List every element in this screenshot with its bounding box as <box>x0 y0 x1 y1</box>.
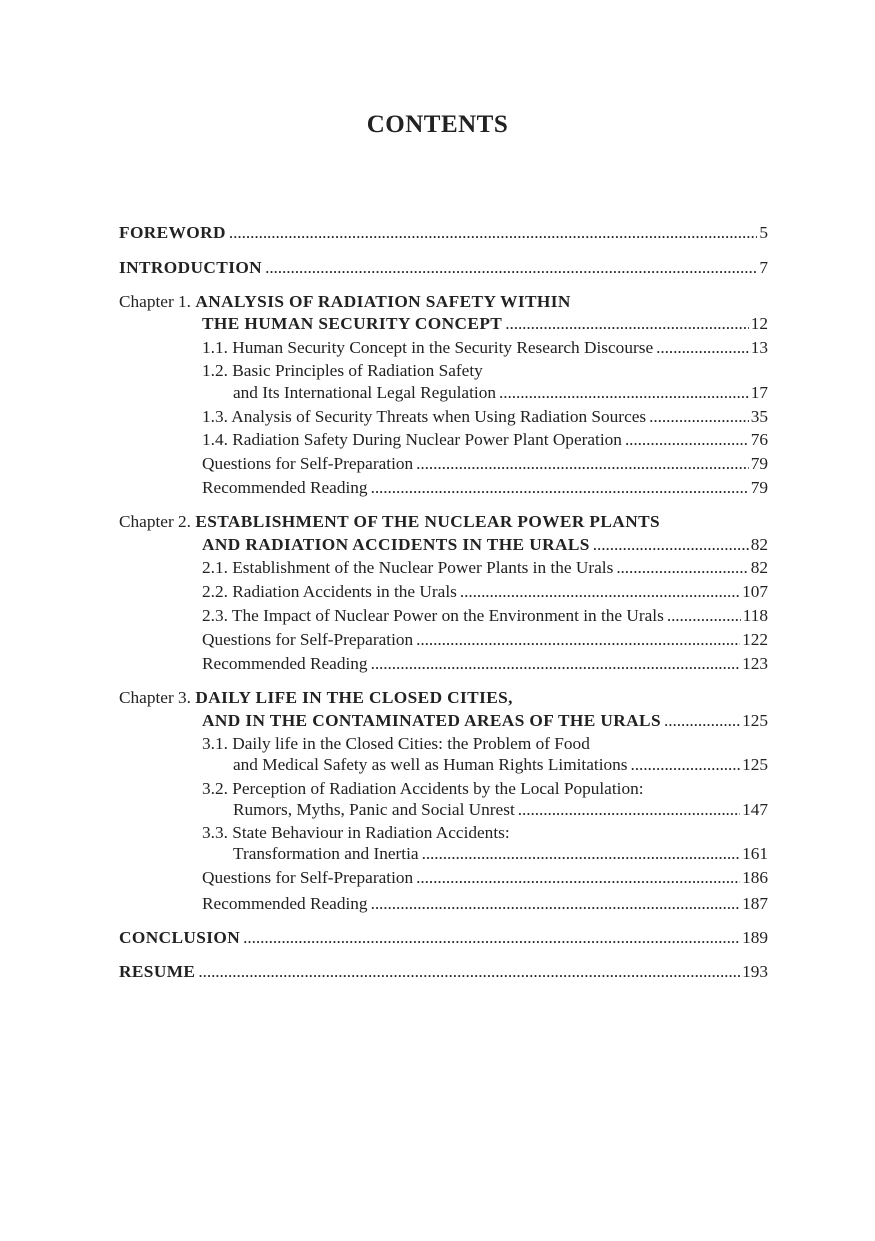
dot-leader <box>371 893 741 915</box>
toc-page-number: 147 <box>742 800 768 819</box>
chapter-3-title-line2[interactable] <box>202 710 768 732</box>
toc-section-1-1[interactable] <box>202 337 768 359</box>
dot-leader <box>416 867 740 889</box>
dot-leader <box>422 843 741 865</box>
section-label: 1.1. Human Security Concept in the Security Research Discourse <box>202 338 654 357</box>
toc-entry-label: INTRODUCTION <box>119 258 263 277</box>
toc-section-2-3[interactable] <box>202 605 768 627</box>
toc-section-1-2[interactable]: 1.2. Basic Principles of Radiation Safety <box>202 361 483 380</box>
toc-section-3-1[interactable]: 3.1. Daily life in the Closed Cities: the Problem of Food <box>202 734 590 753</box>
toc-section-3-1-cont[interactable] <box>233 754 768 776</box>
chapter-title: ESTABLISHMENT OF THE NUCLEAR POWER PLANTS <box>195 512 661 531</box>
chapter-3-heading[interactable] <box>119 687 513 709</box>
section-label: and Medical Safety as well as Human Rights Limitations <box>233 755 628 774</box>
dot-leader <box>460 581 740 603</box>
chapter-1-heading[interactable] <box>119 291 571 313</box>
toc-section-1-2-cont[interactable] <box>233 382 768 404</box>
chapter-prefix: Chapter 2. <box>119 512 191 531</box>
section-label: Rumors, Myths, Panic and Social Unrest <box>233 800 515 819</box>
dot-leader <box>664 710 740 732</box>
toc-entry-foreword[interactable] <box>119 222 768 244</box>
section-label: 2.2. Radiation Accidents in the Urals <box>202 582 457 601</box>
toc-page-number: 79 <box>750 454 768 473</box>
dot-leader <box>416 453 749 475</box>
toc-page-number: 189 <box>742 928 768 947</box>
chapter-title: AND RADIATION ACCIDENTS IN THE URALS <box>202 535 590 554</box>
toc-page-number: 193 <box>742 962 768 981</box>
toc-section-1-4[interactable] <box>202 429 768 451</box>
section-label: Questions for Self-Preparation <box>202 868 414 887</box>
dot-leader <box>505 313 749 335</box>
toc-page-number: 17 <box>750 383 768 402</box>
toc-entry-resume[interactable] <box>119 961 768 983</box>
toc-page-number: 35 <box>750 407 768 426</box>
dot-leader <box>243 927 740 949</box>
toc-questions-ch2[interactable] <box>202 629 768 651</box>
toc-entry-conclusion[interactable] <box>119 927 768 949</box>
toc-entry-label: FOREWORD <box>119 223 226 242</box>
dot-leader <box>616 557 748 579</box>
toc-page-number: 7 <box>759 258 768 277</box>
toc-section-2-1[interactable] <box>202 557 768 579</box>
dot-leader <box>667 605 741 627</box>
chapter-prefix: Chapter 3. <box>119 688 191 707</box>
section-label: Recommended Reading <box>202 478 368 497</box>
dot-leader <box>631 754 741 776</box>
toc-questions-ch3[interactable] <box>202 867 768 889</box>
dot-leader <box>416 629 740 651</box>
page-title: CONTENTS <box>366 111 509 138</box>
dot-leader <box>518 799 740 821</box>
dot-leader <box>371 477 749 499</box>
toc-reading-ch2[interactable] <box>202 653 768 675</box>
chapter-title: AND IN THE CONTAMINATED AREAS OF THE URALS <box>202 711 661 730</box>
dot-leader <box>625 429 749 451</box>
toc-section-3-2[interactable]: 3.2. Perception of Radiation Accidents by the Local Population: <box>202 779 644 798</box>
dot-leader <box>229 222 757 244</box>
toc-entry-introduction[interactable] <box>119 257 768 279</box>
toc-page-number: 187 <box>742 894 768 913</box>
toc-page-number: 82 <box>750 535 768 554</box>
toc-section-2-2[interactable] <box>202 581 768 603</box>
toc-page-number: 125 <box>742 711 768 730</box>
toc-page-number: 13 <box>750 338 768 357</box>
toc-questions-ch1[interactable] <box>202 453 768 475</box>
toc-page-number: 122 <box>742 630 768 649</box>
toc-entry-label: CONCLUSION <box>119 928 241 947</box>
chapter-prefix: Chapter 1. <box>119 292 191 311</box>
chapter-2-heading[interactable] <box>119 511 660 533</box>
toc-entry-label: RESUME <box>119 962 196 981</box>
toc-section-3-3[interactable]: 3.3. State Behaviour in Radiation Accidents: <box>202 823 510 842</box>
toc-reading-ch1[interactable] <box>202 477 768 499</box>
section-label: 1.4. Radiation Safety During Nuclear Power Plant Operation <box>202 430 622 449</box>
chapter-1-title-line2[interactable] <box>202 313 768 335</box>
section-label: 2.1. Establishment of the Nuclear Power Plants in the Urals <box>202 558 614 577</box>
dot-leader <box>593 534 749 556</box>
chapter-title: THE HUMAN SECURITY CONCEPT <box>202 314 503 333</box>
chapter-title: DAILY LIFE IN THE CLOSED CITIES, <box>195 688 513 707</box>
toc-section-1-3[interactable] <box>202 406 768 428</box>
section-label: 1.3. Analysis of Security Threats when Using Radiation Sources <box>202 407 647 426</box>
section-label: Recommended Reading <box>202 894 368 913</box>
toc-section-3-3-cont[interactable] <box>233 843 768 865</box>
toc-page-number: 118 <box>742 606 768 625</box>
toc-reading-ch3[interactable] <box>202 893 768 915</box>
dot-leader <box>265 257 757 279</box>
chapter-2-title-line2[interactable] <box>202 534 768 556</box>
toc-page-number: 76 <box>750 430 768 449</box>
toc-page-number: 125 <box>742 755 768 774</box>
toc-page-number: 79 <box>750 478 768 497</box>
dot-leader <box>649 406 749 428</box>
section-label: Recommended Reading <box>202 654 368 673</box>
toc-page-number: 5 <box>759 223 768 242</box>
toc-page-number: 123 <box>742 654 768 673</box>
dot-leader <box>499 382 749 404</box>
toc-page-number: 161 <box>742 844 768 863</box>
dot-leader <box>371 653 741 675</box>
chapter-title: ANALYSIS OF RADIATION SAFETY WITHIN <box>195 292 571 311</box>
section-label: Questions for Self-Preparation <box>202 454 414 473</box>
toc-page-number: 82 <box>750 558 768 577</box>
toc-page-number: 12 <box>750 314 768 333</box>
section-label: Questions for Self-Preparation <box>202 630 414 649</box>
dot-leader <box>198 961 740 983</box>
section-label: 2.3. The Impact of Nuclear Power on the Environment in the Urals <box>202 606 664 625</box>
toc-page-number: 107 <box>742 582 768 601</box>
toc-page-number: 186 <box>742 868 768 887</box>
section-label: Transformation and Inertia <box>233 844 419 863</box>
section-label: and Its International Legal Regulation <box>233 383 496 402</box>
toc-section-3-2-cont[interactable] <box>233 799 768 821</box>
dot-leader <box>656 337 749 359</box>
